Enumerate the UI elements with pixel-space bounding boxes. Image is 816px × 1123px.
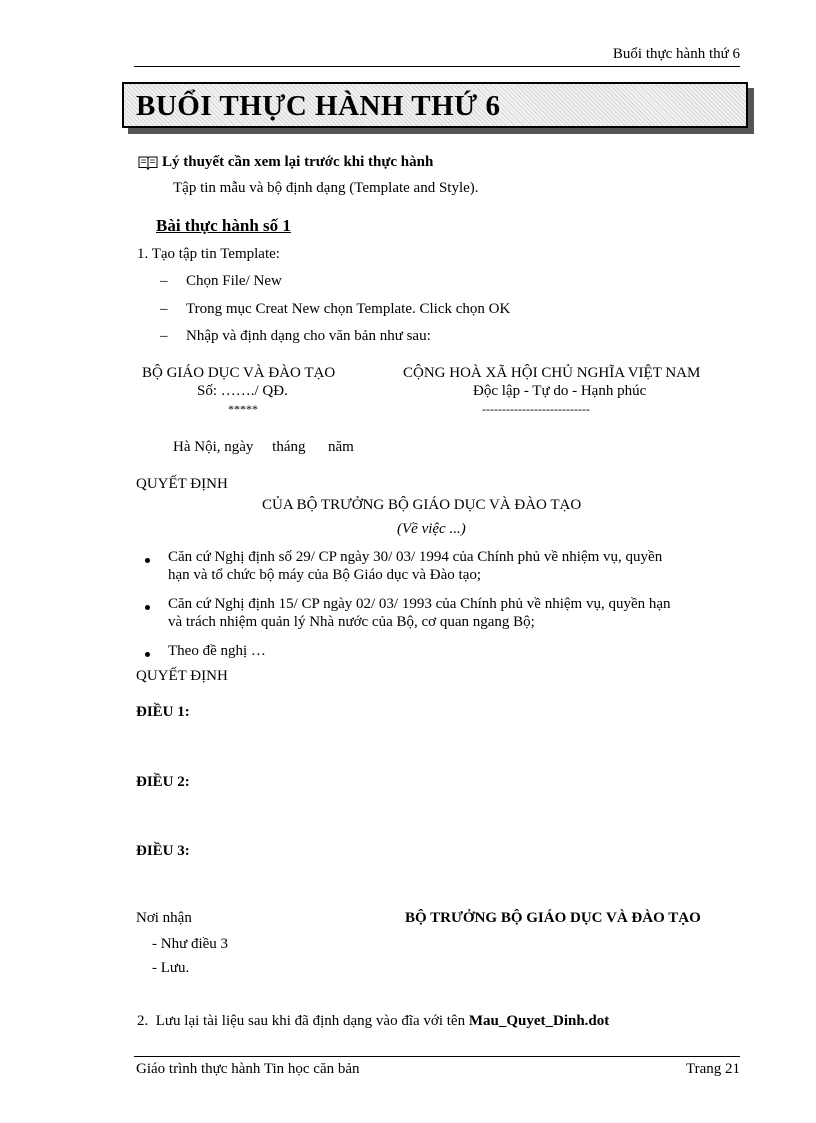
article-1: ĐIỀU 1: — [136, 704, 190, 720]
substep-dash: – — [160, 328, 168, 344]
left-org: BỘ GIÁO DỤC VÀ ĐÀO TẠO — [142, 365, 336, 381]
footer-rule — [134, 1056, 740, 1057]
chapter-banner — [122, 82, 748, 128]
bullet-dot — [145, 558, 150, 563]
signer-title: BỘ TRƯỞNG BỘ GIÁO DỤC VÀ ĐÀO TẠO — [405, 910, 701, 926]
header-rule — [134, 66, 740, 67]
regarding: (Về việc ...) — [397, 521, 466, 537]
bullet-2-line2: và trách nhiệm quản lý Nhà nước của Bộ, cơ quan ngang Bộ; — [168, 614, 535, 630]
substep-dash: – — [160, 301, 168, 317]
running-header: Buổi thực hành thứ 6 — [612, 46, 740, 62]
theory-text: Tập tin mẫu và bộ định dạng (Template and Style). — [173, 180, 479, 196]
bullet-2-line1: Căn cứ Nghị định 15/ CP ngày 02/ 03/ 1993 của Chính phủ về nhiệm vụ, quyền hạn — [168, 596, 671, 612]
bullet-dot — [145, 652, 150, 657]
theory-heading: Lý thuyết cần xem lại trước khi thực hành — [162, 154, 434, 170]
right-title: CỘNG HOÀ XÃ HỘI CHỦ NGHĨA VIỆT NAM — [403, 365, 701, 381]
left-stars: ***** — [228, 402, 258, 416]
book-icon — [138, 155, 158, 170]
article-3: ĐIỀU 3: — [136, 843, 190, 859]
article-2: ĐIỀU 2: — [136, 774, 190, 790]
right-dashes: --------------------------- — [482, 402, 590, 416]
decision-label: QUYẾT ĐỊNH — [136, 476, 228, 492]
substep-3: Nhập và định dạng cho văn bản như sau: — [186, 328, 431, 344]
exercise-title: Bài thực hành số 1 — [156, 216, 291, 235]
footer-left: Giáo trình thực hành Tin học căn bản — [136, 1061, 360, 1077]
date-line: Hà Nội, ngày tháng năm — [173, 439, 354, 455]
substep-dash: – — [160, 273, 168, 289]
left-number: Số: ……./ QĐ. — [197, 383, 288, 399]
substep-1: Chọn File/ New — [186, 273, 282, 289]
bullet-3-line1: Theo đề nghị … — [168, 643, 266, 659]
recipient-1: - Như điều 3 — [152, 936, 229, 952]
recipients-label: Nơi nhận — [136, 910, 192, 926]
step-2 — [137, 1013, 609, 1030]
step-2-text: 2. Lưu lại tài liệu sau khi đã định dạng vào đĩa với tên — [137, 1013, 469, 1029]
banner-title: BUỔI THỰC HÀNH THỨ 6 — [136, 90, 501, 122]
decision-label-2: QUYẾT ĐỊNH — [136, 668, 228, 684]
decision-of: CỦA BỘ TRƯỞNG BỘ GIÁO DỤC VÀ ĐÀO TẠO — [262, 497, 582, 513]
right-motto: Độc lập - Tự do - Hạnh phúc — [473, 383, 647, 399]
bullet-dot — [145, 605, 150, 610]
bullet-1-line2: hạn và tổ chức bộ máy của Bộ Giáo dục và Đào tạo; — [168, 567, 482, 583]
bullet-1-line1: Căn cứ Nghị định số 29/ CP ngày 30/ 03/ 1994 của Chính phủ về nhiệm vụ, quyền — [168, 549, 663, 565]
footer-page: Trang 21 — [685, 1061, 740, 1077]
substep-2: Trong mục Creat New chọn Template. Click chọn OK — [186, 301, 511, 317]
recipient-2: - Lưu. — [152, 960, 190, 976]
step-2-filename: Mau_Quyet_Dinh.dot — [468, 1013, 610, 1029]
step-1: 1. Tạo tập tin Template: — [137, 246, 280, 262]
